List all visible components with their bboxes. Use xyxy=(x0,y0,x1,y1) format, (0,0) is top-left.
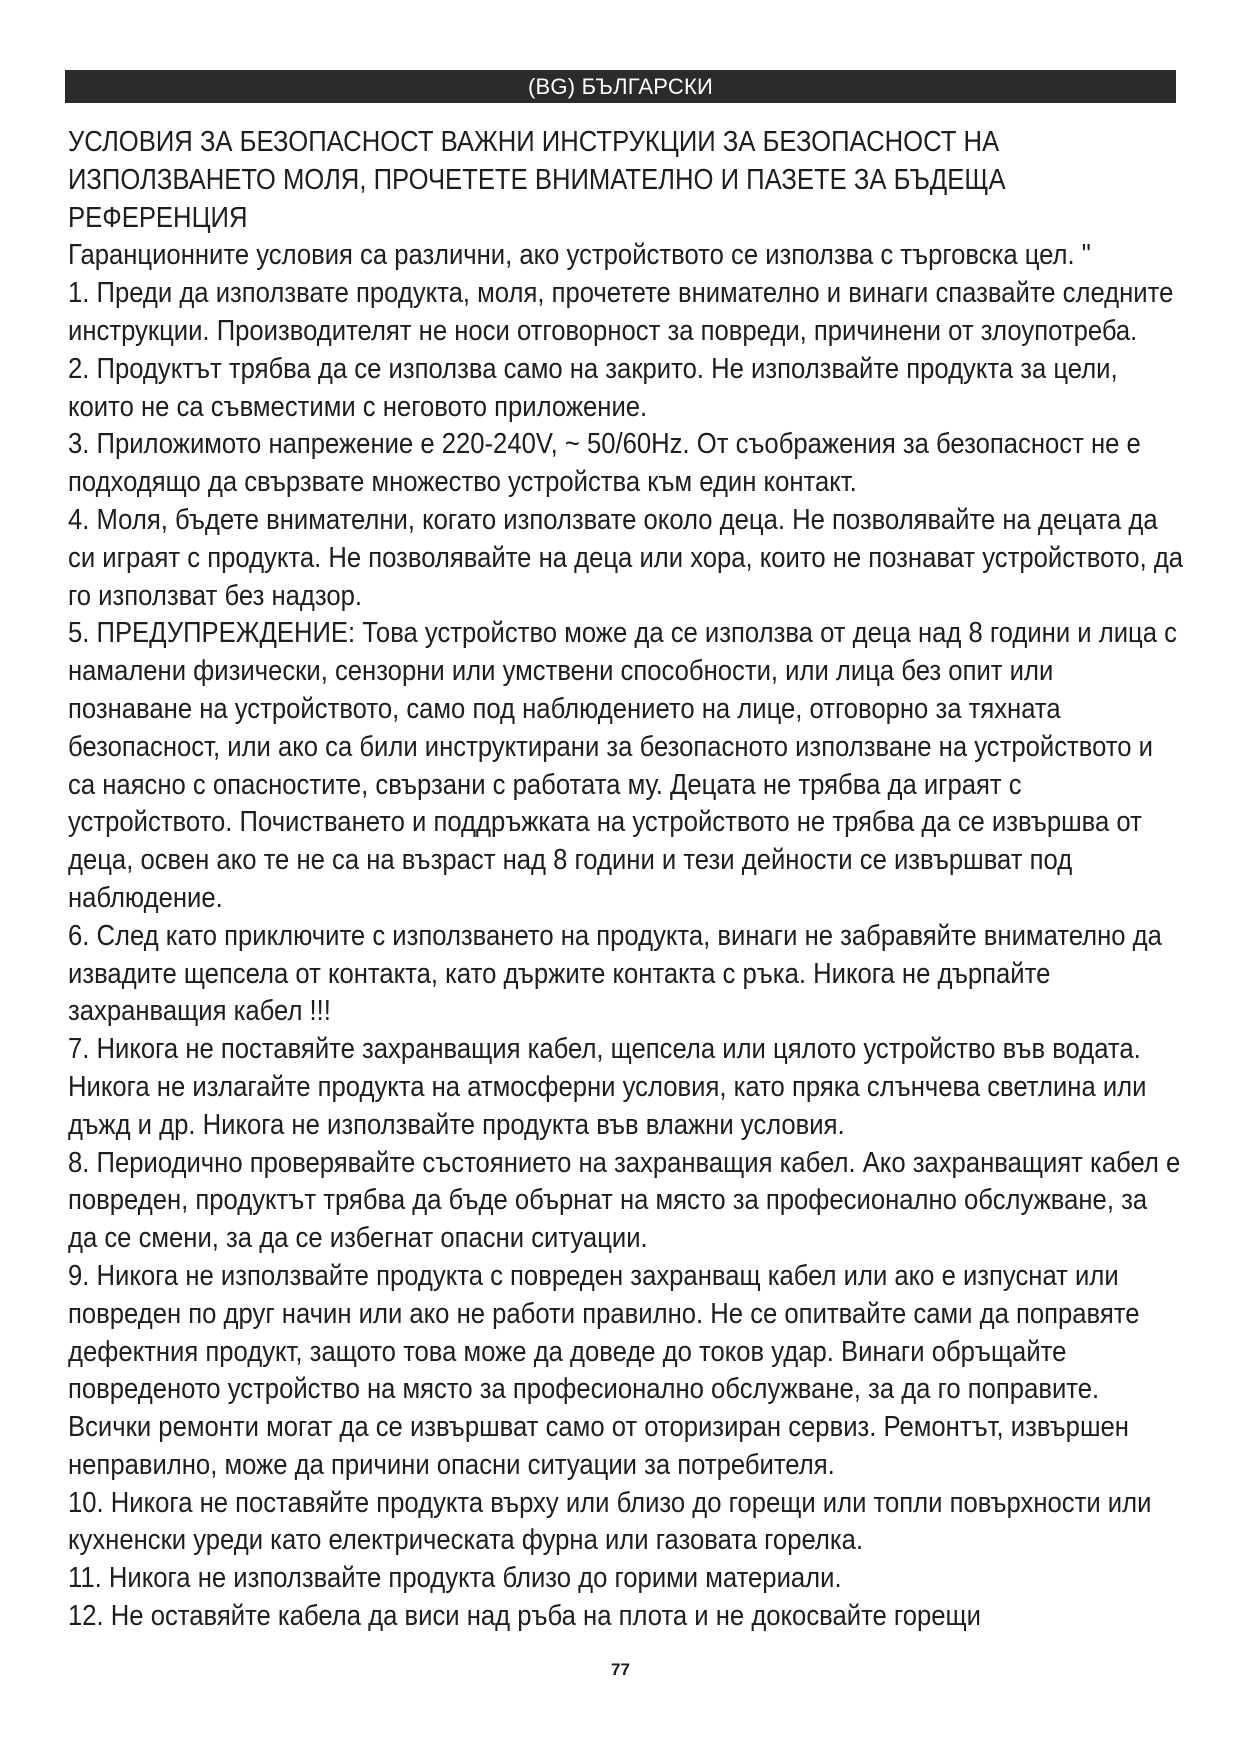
instruction-item-9: 9. Никога не използвайте продукта с повреден захранващ кабел или ако е изпуснат или повреден по друг начин или ако не работи правилно. Не се опитвайте сами да поправяте дефектния продукт, защото това може да доведе до токов удар. Винаги обръщайте повреденото устройство на място за професионално обслужване, за да го поправите. Всички ремонти могат да се извършват само от оторизиран сервиз. Ремонтът, извършен неправилно, може да причини опасни ситуации за потребителя. xyxy=(68,1259,1140,1481)
warranty-note: Гаранционните условия са различни, ако устройството се използва с търговска цел. " xyxy=(68,239,1091,272)
document-body xyxy=(68,124,1183,1636)
instruction-item-6: 6. След като приключите с използването на продукта, винаги не забравяйте внимателно да извадите щепсела от контакта, като държите контакта с ръка. Никога не дърпайте захранващия кабел !!! xyxy=(68,919,1162,1028)
instruction-item-2: 2. Продуктът трябва да се използва само на закрито. Не използвайте продукта за цели, които не са съвместими с неговото приложение. xyxy=(68,352,1118,423)
instruction-item-4: 4. Моля, бъдете внимателни, когато използвате около деца. Не позволявайте на децата да си играят с продукта. Не позволявайте на деца или хора, които не познават устройството, да го използват без надзор. xyxy=(68,503,1184,612)
instruction-item-12: 12. Не оставяйте кабела да виси над ръба на плота и не докосвайте горещи xyxy=(68,1600,981,1633)
instruction-item-8: 8. Периодично проверявайте състоянието на захранващия кабел. Ако захранващият кабел е повреден, продуктът трябва да бъде обърнат на място за професионално обслужване, за да се смени, за да се избегнат опасни ситуации. xyxy=(68,1146,1181,1255)
page-number: 77 xyxy=(611,1660,630,1679)
language-header-bar: (BG) БЪЛГАРСКИ xyxy=(65,70,1176,103)
instruction-item-1: 1. Преди да използвате продукта, моля, прочетете внимателно и винаги спазвайте следните инструкции. Производителят не носи отговорност за повреди, причинени от злоупотреба. xyxy=(68,277,1174,347)
instruction-item-11: 11. Никога не използвайте продукта близо до горими материали. xyxy=(68,1562,842,1595)
document-title: УСЛОВИЯ ЗА БЕЗОПАСНОСТ ВАЖНИ ИНСТРУКЦИИ ЗА БЕЗОПАСНОСТ НА ИЗПОЛЗВАНЕТО МОЛЯ, ПРОЧЕТЕТЕ ВНИМАТЕЛНО И ПАЗЕТЕ ЗА БЪДЕЩА РЕФЕРЕНЦИЯ xyxy=(68,126,1006,234)
instruction-item-7: 7. Никога не поставяйте захранващия кабел, щепсела или цялото устройство във водата. Никога не излагайте продукта на атмосферни условия, като пряка слънчева светлина или дъжд и др. Никога не използвайте продукта във влажни условия. xyxy=(68,1033,1147,1141)
instruction-item-10: 10. Никога не поставяйте продукта върху или близо до горещи или топли повърхности или кухненски уреди като електрическата фурна или газовата горелка. xyxy=(68,1486,1152,1557)
instruction-item-5: 5. ПРЕДУПРЕЖДЕНИЕ: Това устройство може да се използва от деца над 8 години и лица с намалени физически, сензорни или умствени способности, или лица без опит или познаване на устройството, само под наблюдението на лице, отговорно за тяхната безопасност, или ако са били инструктирани за безопасното използване на устройството и са наясно с опасностите, свързани с работата му. Децата не трябва да играят с устройството. Почистването и поддръжката на устройството не трябва да се извършва от деца, освен ако те не са на възраст над 8 години и тези дейности се извършват под наблюдение. xyxy=(68,617,1177,914)
instruction-item-3: 3. Приложимото напрежение е 220-240V, ~ 50/60Hz. От съображения за безопасност не е подходящо да свързвате множество устройства към един контакт. xyxy=(68,428,1141,499)
